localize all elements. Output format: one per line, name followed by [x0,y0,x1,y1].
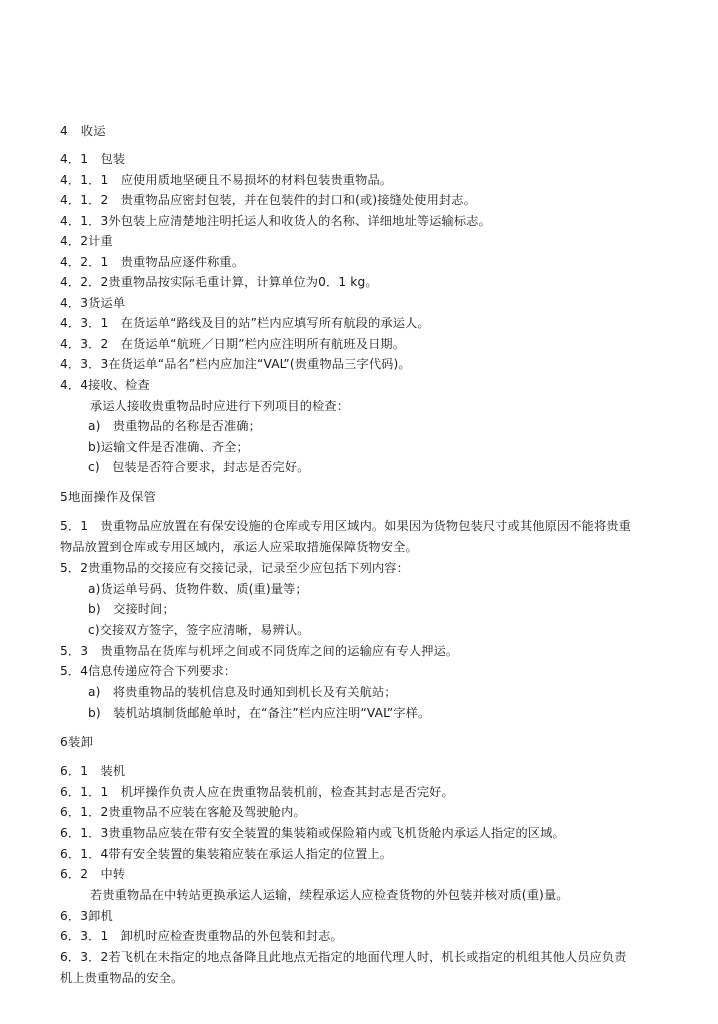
clause-4-3: 4．3货运单 [60,296,126,310]
clause-5-4: 5．4信息传递应符合下列要求： [60,664,237,678]
list-item-5-4-b: b) 装机站填制货邮舱单时，在“备注”栏内应注明“VAL”字样。 [88,706,431,720]
clause-5-3: 5．3 贵重物品在货库与机坪之间或不同货库之间的运输应有专人押运。 [60,644,459,658]
clause-5-2: 5．2贵重物品的交接应有交接记录，记录至少应包括下列内容： [60,561,409,575]
clause-6-1-4: 6．1．4带有安全装置的集装箱应装在承运人指定的位置上。 [60,847,393,861]
clause-4-1-3: 4．1．3外包装上应清楚地注明托运人和收货人的名称、详细地址等运输标志。 [60,214,491,228]
list-item-5-4-a: a) 将贵重物品的装机信息及时通知到机长及有关航站； [88,685,397,699]
list-item-5-2-b: b) 交接时间； [88,602,175,616]
section-heading-5: 5地面操作及保管 [60,490,157,504]
clause-4-1: 4．1 包装 [60,152,126,166]
section-heading-4: 4 收运 [60,124,106,138]
clause-4-2: 4．2计重 [60,234,113,248]
clause-6-3-2: 6．3．2若飞机在未指定的地点备降且此地点无指定的地面代理人时，机长或指定的机组其他人员应负责 [60,950,627,964]
list-item-4-4-a: a) 贵重物品的名称是否准确； [88,419,261,433]
clause-6-3-2-cont: 机上贵重物品的安全。 [60,971,184,985]
clause-4-2-2: 4．2．2贵重物品按实际毛重计算，计算单位为0．1 kg。 [60,275,378,289]
clause-6-1: 6．1 装机 [60,764,126,778]
section-heading-6: 6装卸 [60,735,94,749]
clause-6-1-2: 6．1．2贵重物品不应装在客舱及驾驶舱内。 [60,805,306,819]
list-item-4-4-c: c) 包装是否符合要求，封志是否完好。 [88,460,310,474]
clause-4-3-2: 4．3．2 在货运单“航班／日期”栏内应注明所有航班及日期。 [60,337,406,351]
clause-6-2: 6．2 中转 [60,867,126,881]
list-item-5-2-a: a)货运单号码、货物件数、质(重)量等； [88,582,308,596]
clause-4-3-1: 4．3．1 在货运单“路线及目的站”栏内应填写所有航段的承运人。 [60,316,430,330]
clause-6-2-body: 若贵重物品在中转站更换承运人运输，续程承运人应检查货物的外包装并核对质(重)量。 [90,888,569,902]
clause-6-1-3: 6．1．3贵重物品应装在带有安全装置的集装箱或保险箱内或飞机货舱内承运人指定的区域。 [60,826,565,840]
clause-6-3: 6．3卸机 [60,909,113,923]
clause-4-2-1: 4．2．1 贵重物品应逐件称重。 [60,255,245,269]
clause-4-1-2: 4．1．2 贵重物品应密封包装，并在包装件的封口和(或)接缝处使用封志。 [60,193,476,207]
clause-4-4: 4．4接收、检查 [60,378,150,392]
list-item-4-4-b: b)运输文件是否准确、齐全； [88,440,249,454]
list-item-5-2-c: c)交接双方签字，签字应清晰，易辨认。 [88,623,310,637]
clause-4-3-3: 4．3．3在货运单“品名”栏内应加注“VAL”(贵重物品三字代码)。 [60,357,411,371]
clause-6-3-1: 6．3．1 卸机时应检查贵重物品的外包装和封志。 [60,929,343,943]
clause-5-1-cont: 物品放置到仓库或专用区域内，承运人应采取措施保障货物安全。 [60,540,418,554]
clause-6-1-1: 6．1．1 机坪操作负责人应在贵重物品装机前，检查其封志是否完好。 [60,785,454,799]
clause-4-1-1: 4．1．1 应使用质地坚硬且不易损坏的材料包装贵重物品。 [60,173,393,187]
clause-5-1: 5．1 贵重物品应放置在有保安设施的仓库或专用区域内。如果因为货物包装尺寸或其他原因不能将贵重 [60,519,631,533]
clause-4-4-intro: 承运人接收贵重物品时应进行下列项目的检查： [90,399,350,413]
